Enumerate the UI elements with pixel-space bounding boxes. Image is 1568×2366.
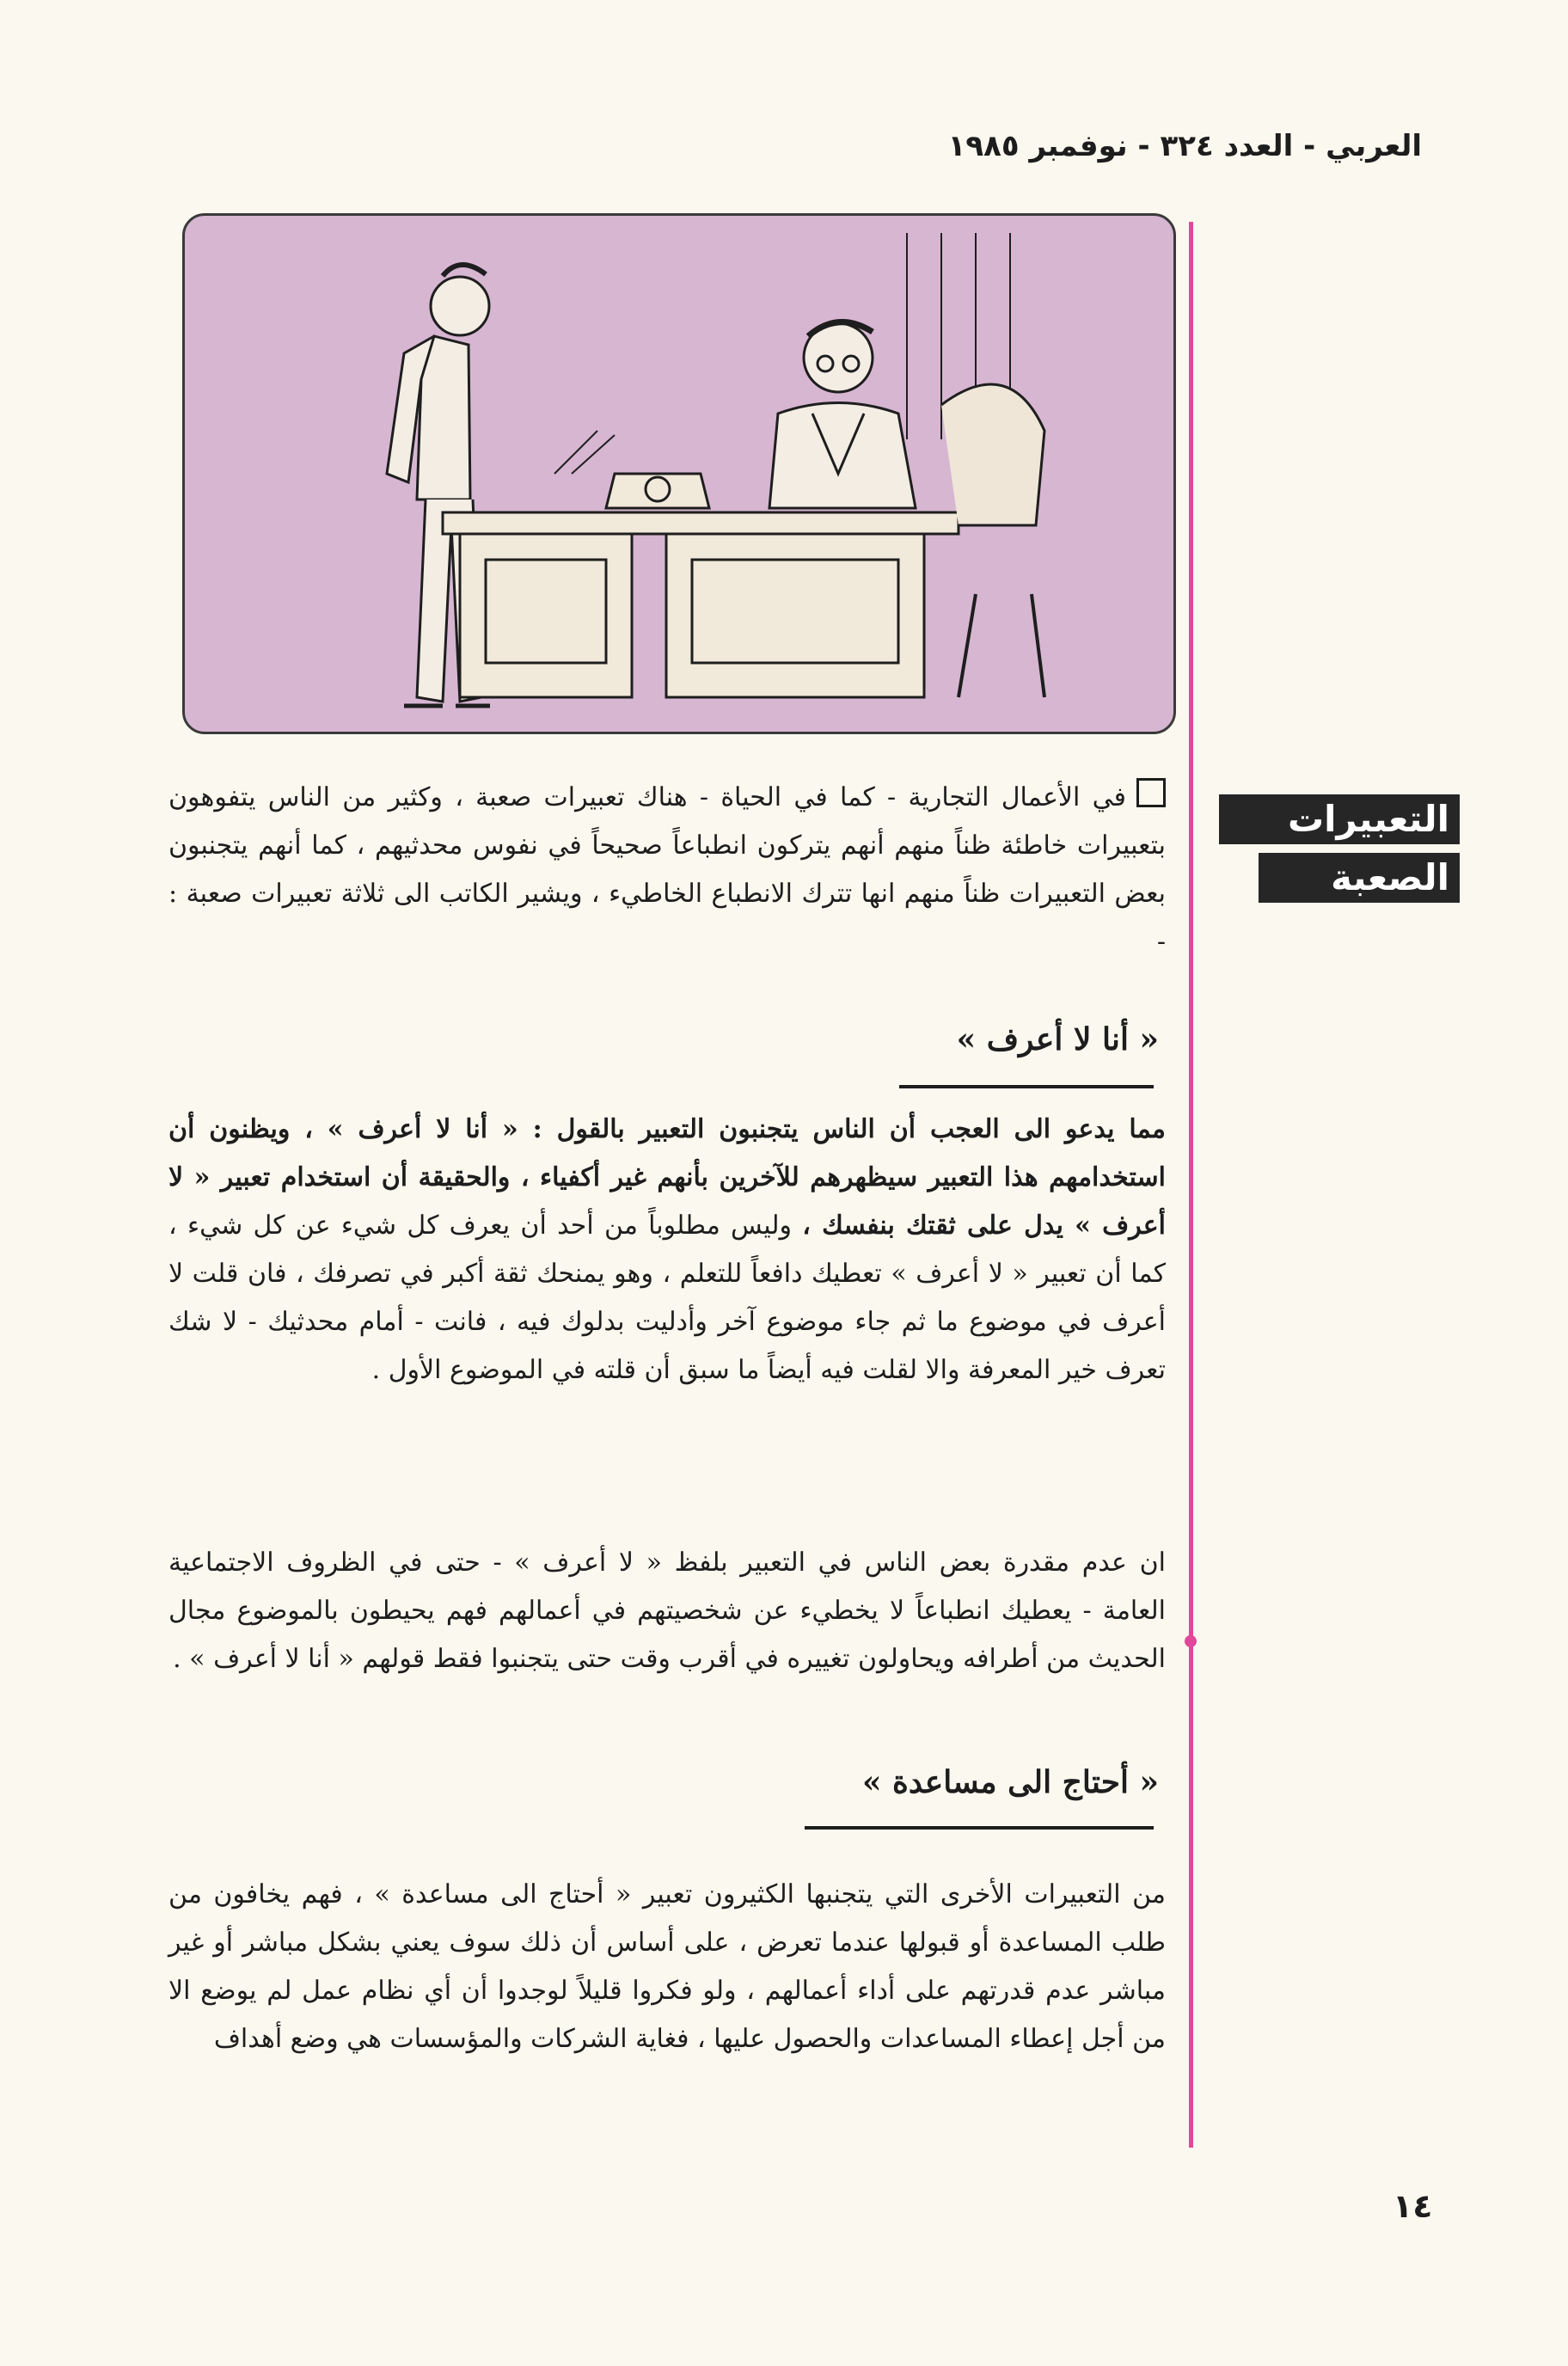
office-cartoon-drawing: [185, 216, 1173, 732]
accent-dot: [1185, 1635, 1197, 1647]
section1-paragraph2: ان عدم مقدرة بعض الناس في التعبير بلفظ « لا أعرف » - حتى في الظروف الاجتماعية العامة - يعطيك انطباعاً لا يخطيء عن شخصيتهم في أعمالهم فهم يحيطون بالموضوع مجال الحديث من أطرافه ويحاولون تغييره في أقرب وقت حتى يتجنبوا فقط قولهم « أنا لا أعرف » .: [168, 1548, 1166, 1674]
intro-paragraph: [168, 774, 1166, 966]
section-label-line1: التعبيرات: [1219, 794, 1460, 844]
cartoon-illustration: [182, 213, 1176, 734]
section1-heading: « أنا لا أعرف »: [956, 1021, 1159, 1057]
section1-lead: مما يدعو الى العجب أن الناس يتجنبون التعبير بالقول : « أنا لا أعرف » ، ويظنون أن استخدامهم هذا التعبير سيظهرهم للآخرين بأنهم غير أكفياء ، والحقيقة أن استخدام تعبير « لا أعرف » يدل على ثقتك بنفسك ،: [168, 1114, 1167, 1241]
section-label-line2: الصعبة: [1259, 853, 1460, 903]
running-head: العربي - العدد ٣٢٤ - نوفمبر ١٩٨٥: [947, 129, 1422, 163]
section1-paragraph1: [168, 1106, 1166, 1394]
section2-heading-rule: [805, 1826, 1154, 1830]
section1-paragraph1-rest: وليس مطلوباً من أحد أن يعرف كل شيء عن كل شيء ، كما أن تعبير « لا أعرف » تعطيك دافعاً للتعلم ، وهو يمنحك ثقة أكبر في تصرفك ، فان قلت لا أعرف في موضوع ما ثم جاء موضوع آخر وأدليت بدلوك فيه ، فانت - أمام محدثيك - لا شك تعرف خير المعرفة والا لقلت فيه أيضاً ما سبق أن قلته في الموضوع الأول .: [168, 1211, 1166, 1385]
intro-text: في الأعمال التجارية - كما في الحياة - هناك تعبيرات صعبة ، وكثير من الناس يتفوهون بتعبيرات خاطئة ظناً منهم أنهم يتركون انطباعاً صحيحاً في نفوس محدثيهم ، كما أنهم يتجنبون بعض التعبيرات ظناً منهم انها تترك الانطباع الخاطيء ، ويشير الكاتب الى ثلاثة تعبيرات صعبة : -: [168, 782, 1166, 957]
section2-paragraph1: من التعبيرات الأخرى التي يتجنبها الكثيرون تعبير « أحتاج الى مساعدة » ، فهم يخافون من طلب المساعدة أو قبولها عندما تعرض ، على أساس أن ذلك سوف يعني بشكل مباشر أو غير مباشر عدم قدرتهم على أداء أعمالهم ، ولو فكروا قليلاً لوجدوا أن أي نظام عمل لم يوضع الا من أجل إعطاء المساعدات والحصول عليها ، فغاية الشركات والمؤسسات هي وضع أهداف: [168, 1879, 1166, 2054]
section-label: [1219, 794, 1460, 911]
section1-heading-rule: [899, 1085, 1154, 1088]
section2-heading: « أحتاج الى مساعدة »: [861, 1764, 1159, 1800]
accent-rule: [1189, 222, 1193, 2148]
square-bullet-icon: [1136, 778, 1166, 807]
page-number: ١٤: [1393, 2187, 1433, 2225]
